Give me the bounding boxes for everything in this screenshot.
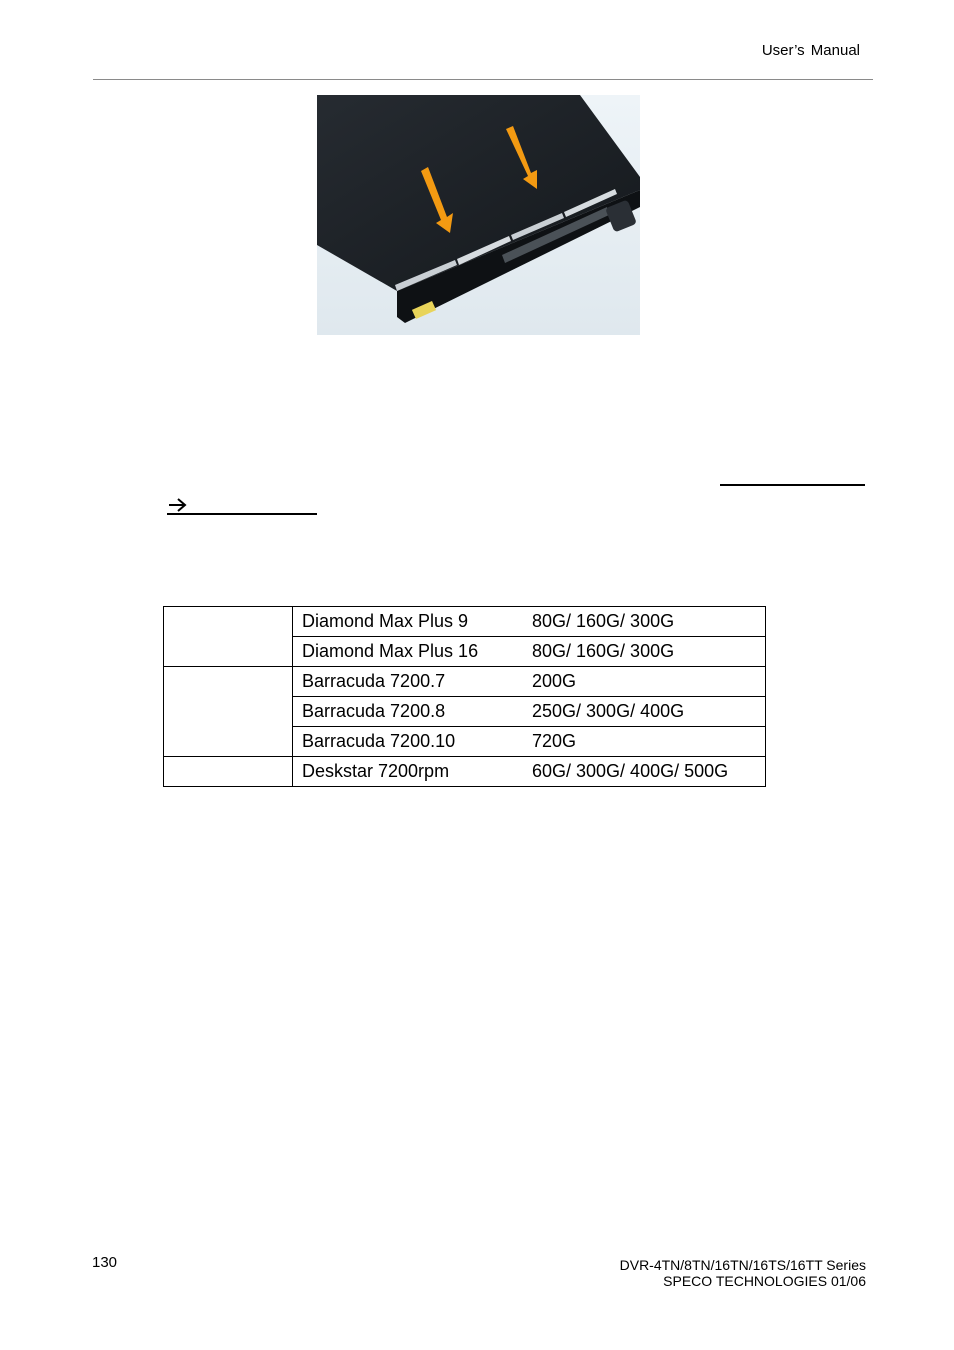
- table-row: [164, 607, 766, 637]
- model-cell: Barracuda 7200.10: [293, 727, 533, 757]
- compatible-hdd-table: [163, 606, 766, 787]
- table-row: [164, 667, 766, 697]
- capacity-cell: 80G/ 160G/ 300G: [532, 637, 766, 667]
- link-underline: [720, 484, 865, 486]
- header-title: User’s Manual: [761, 42, 860, 59]
- brand-cell: [164, 757, 293, 787]
- capacity-cell: 720G: [532, 727, 766, 757]
- capacity-cell: 250G/ 300G/ 400G: [532, 697, 766, 727]
- model-cell: Barracuda 7200.7: [293, 667, 533, 697]
- brand-cell: [164, 607, 293, 667]
- table-row: [164, 757, 766, 787]
- page-number: 130: [92, 1254, 118, 1271]
- capacity-cell: 60G/ 300G/ 400G/ 500G: [532, 757, 766, 787]
- header-divider: [93, 79, 873, 80]
- model-cell: Diamond Max Plus 16: [293, 637, 533, 667]
- footer-series: DVR-4TN/8TN/16TN/16TS/16TT Series: [619, 1257, 866, 1273]
- capacity-cell: 200G: [532, 667, 766, 697]
- right-arrow-icon: [167, 495, 189, 515]
- model-cell: Barracuda 7200.8: [293, 697, 533, 727]
- model-cell: Deskstar 7200rpm: [293, 757, 533, 787]
- brand-cell: [164, 667, 293, 757]
- footer-company: SPECO TECHNOLOGIES 01/06: [663, 1273, 866, 1289]
- link-underline: [167, 513, 317, 515]
- capacity-cell: 80G/ 160G/ 300G: [532, 607, 766, 637]
- dvr-photo: [317, 95, 640, 335]
- model-cell: Diamond Max Plus 9: [293, 607, 533, 637]
- footer-info: [560, 1257, 866, 1289]
